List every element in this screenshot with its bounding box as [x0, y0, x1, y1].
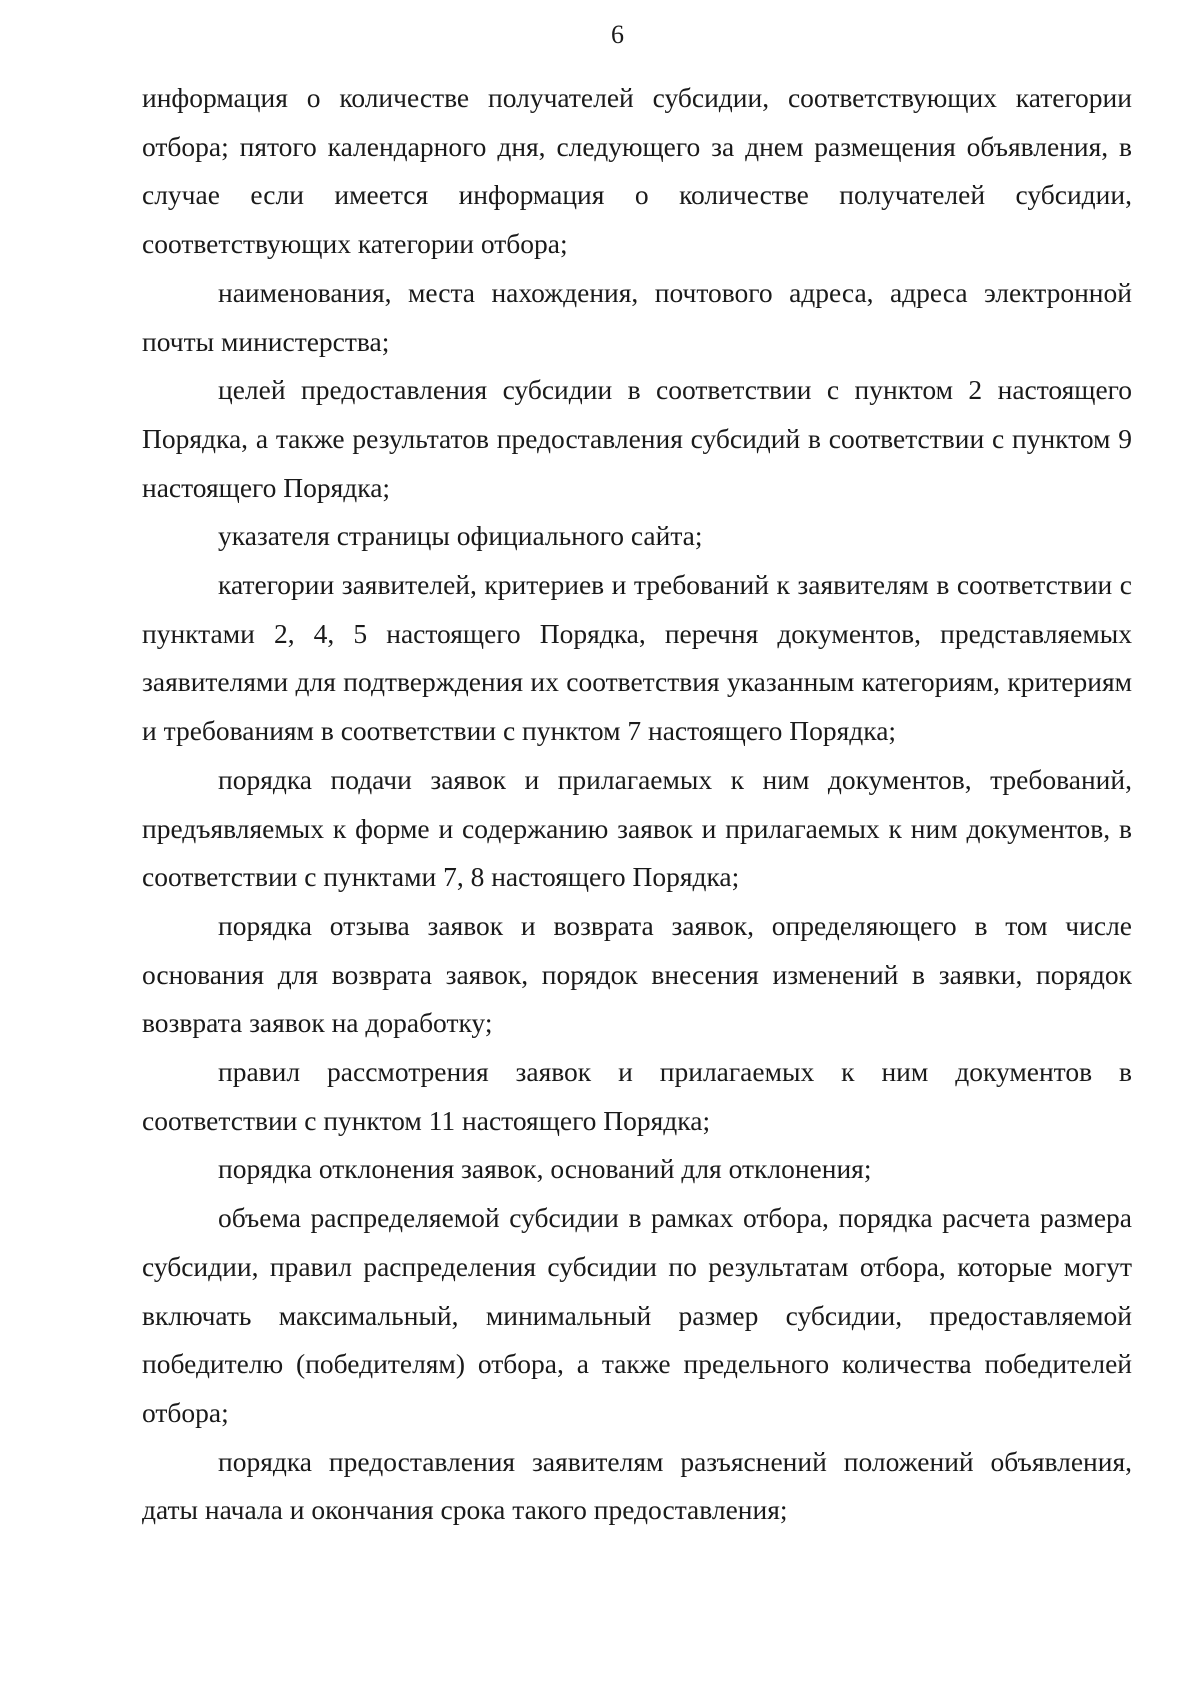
paragraph-continuation: информация о количестве получателей субсидии, соответствующих категории отбора; пятого календарного дня, следующего за днем размещения объявления, в случае если имеется информация о количестве получателей субсидии, соответствующих категории отбора; — [142, 82, 1132, 260]
paragraph-website-pointer: указателя страницы официального сайта; — [218, 520, 703, 552]
paragraph-applicant-categories: категории заявителей, критериев и требований к заявителям в соответствии с пунктами 2, 4, 5 настоящего Порядка, перечня документов, представляемых заявителями для подтверждения их соответствия указанным категориям, критериям и требованиям в соответствии с пунктом 7 настоящего Порядка; — [142, 569, 1132, 747]
paragraph-rejection: порядка отклонения заявок, оснований для отклонения; — [218, 1153, 872, 1185]
paragraph-review-rules: правил рассмотрения заявок и прилагаемых к ним документов в соответствии с пунктом 11 настоящего Порядка; — [142, 1056, 1132, 1136]
paragraph-subsidy-volume: объема распределяемой субсидии в рамках отбора, порядка расчета размера субсидии, правил распределения субсидии по результатам отбора, которые могут включать максимальный, минимальный размер субсидии, предоставляемой победителю (победителям) отбора, а также предельного количества победителей отбора; — [142, 1202, 1132, 1428]
page-number: 6 — [611, 20, 624, 49]
paragraph-ministry-details: наименования, места нахождения, почтового адреса, адреса электронной почты министерства; — [142, 276, 1132, 357]
paragraph-subsidy-goals: целей предоставления субсидии в соответствии с пунктом 2 настоящего Порядка, а также результатов предоставления субсидий в соответствии с пунктом 9 настоящего Порядка; — [142, 374, 1132, 503]
paragraph-clarifications: порядка предоставления заявителям разъяснений положений объявления, даты начала и окончания срока такого предоставления; — [142, 1445, 1132, 1526]
document-body — [142, 74, 1132, 1535]
paragraph-application-withdrawal: порядка отзыва заявок и возврата заявок, определяющего в том числе основания для возврата заявок, порядок внесения изменений в заявки, порядок возврата заявок на доработку; — [142, 909, 1132, 1039]
paragraph-application-submission: порядка подачи заявок и прилагаемых к ним документов, требований, предъявляемых к форме и содержанию заявок и прилагаемых к ним документов, в соответствии с пунктами 7, 8 настоящего Порядка; — [142, 763, 1132, 893]
